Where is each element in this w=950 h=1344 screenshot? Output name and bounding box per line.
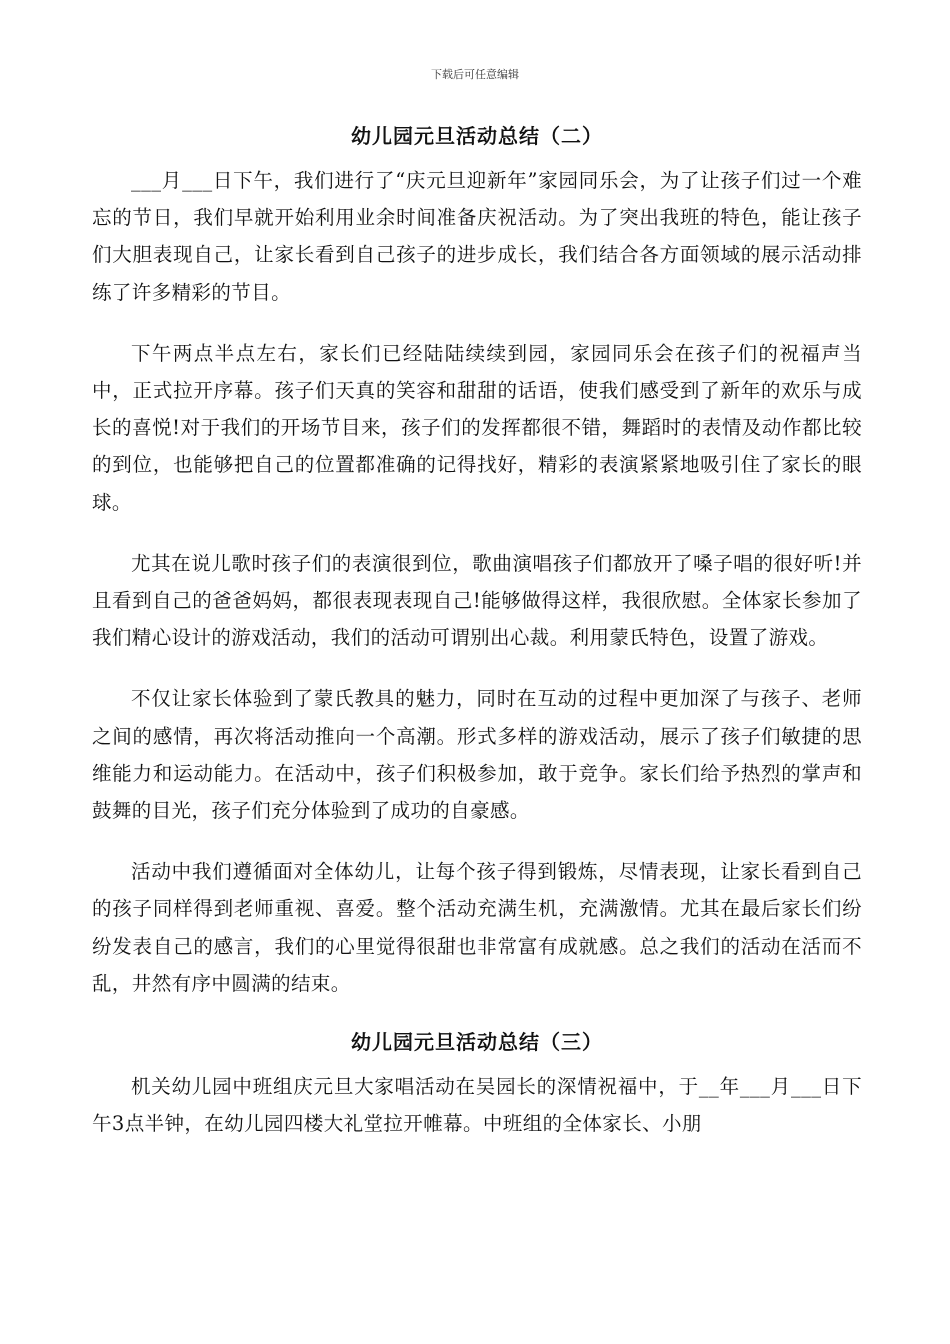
section-title: 幼儿园元旦活动总结（三） <box>351 1030 603 1055</box>
document-body <box>92 110 862 1166</box>
paragraph: ___月___日下午，我们进行了“庆元旦迎新年”家园同乐会，为了让孩子们过一个难忘的节日，我们早就开始利用业余时间准备庆祝活动。为了突出我班的特色，能让孩子们大胆表现自己，让家长看到自己孩子的进步成长，我们结合各方面领域的展示活动排练了许多精彩的节目。 <box>92 169 862 304</box>
paragraph: 尤其在说儿歌时孩子们的表演很到位，歌曲演唱孩子们都放开了嗓子唱的很好听!并且看到自己的爸爸妈妈，都很表现表现自己!能够做得这样，我很欣慰。全体家长参加了我们精心设计的游戏活动，我们的活动可谓别出心裁。利用蒙氏特色，设置了游戏。 <box>92 551 862 650</box>
paragraph: 下午两点半点左右，家长们已经陆陆续续到园，家园同乐会在孩子们的祝福声当中，正式拉开序幕。孩子们天真的笑容和甜甜的话语，使我们感受到了新年的欢乐与成长的喜悦!对于我们的开场节目来，孩子们的发挥都很不错，舞蹈时的表情及动作都比较的到位，也能够把自己的位置都准确的记得找好，精彩的表演紧紧地吸引住了家长的眼球。 <box>92 341 862 514</box>
paragraph: 活动中我们遵循面对全体幼儿，让每个孩子得到锻炼，尽情表现，让家长看到自己的孩子同样得到老师重视、喜爱。整个活动充满生机，充满激情。尤其在最后家长们纷纷发表自己的感言，我们的心里觉得很甜也非常富有成就感。总之我们的活动在活而不乱，井然有序中圆满的结束。 <box>92 860 862 995</box>
section-title: 幼儿园元旦活动总结（二） <box>351 124 603 148</box>
paragraph: 机关幼儿园中班组庆元旦大家唱活动在吴园长的深情祝福中，于__年___月___日下午3点半钟，在幼儿园四楼大礼堂拉开帷幕。中班组的全体家长、小朋 <box>92 1075 862 1136</box>
header-note: 下载后可任意编辑 <box>431 68 519 81</box>
paragraph: 不仅让家长体验到了蒙氏教具的魅力，同时在互动的过程中更加深了与孩子、老师之间的感情，再次将活动推向一个高潮。形式多样的游戏活动，展示了孩子们敏捷的思维能力和运动能力。在活动中，孩子们积极参加，敢于竞争。家长们给予热烈的掌声和鼓舞的目光，孩子们充分体验到了成功的自豪感。 <box>92 687 862 823</box>
